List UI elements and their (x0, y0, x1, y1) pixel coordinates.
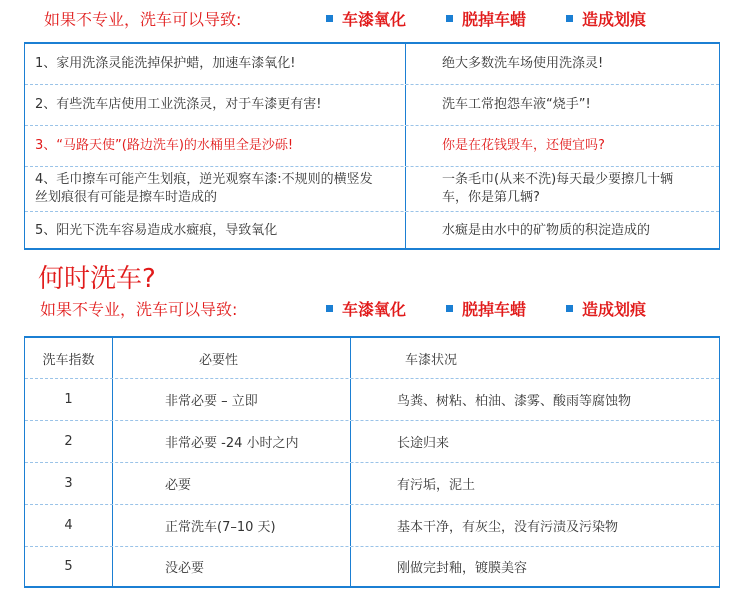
index-cell: 3 (64, 476, 73, 491)
square-bullet-icon (566, 15, 573, 22)
consequence-cell: 绝大多数洗车场使用洗涤灵! (405, 44, 719, 84)
bullet-wax-removal: 脱掉车蜡 (446, 296, 526, 320)
consequence-cell-highlighted: 你是在花钱毁车，还便宜吗? (405, 126, 719, 166)
condition-cell: 基本干净，有灰尘，没有污渍及污染物 (350, 505, 719, 546)
problems-table (24, 42, 720, 250)
bullet-oxidation: 车漆氧化 (326, 6, 406, 30)
problem-cell: 2、有些洗车店使用工业洗涤灵，对于车漆更有害! (35, 97, 322, 112)
condition-cell: 长途归来 (350, 421, 719, 462)
section2-header-lead: 如果不专业，洗车可以导致: (40, 299, 238, 319)
square-bullet-icon (446, 15, 453, 22)
table-row (25, 167, 719, 212)
table-row (25, 421, 719, 463)
consequence-cell: 一条毛巾(从来不洗)每天最少要擦几十辆车，你是第几辆? (405, 167, 719, 211)
wash-index-table (24, 336, 720, 588)
bullet-wax-removal: 脱掉车蜡 (446, 6, 526, 30)
index-cell: 5 (64, 559, 73, 574)
table-row (25, 379, 719, 421)
table-row (25, 212, 719, 250)
column-header: 必要性 (112, 338, 350, 378)
consequence-cell: 水癍是由水中的矿物质的积淀造成的 (405, 212, 719, 250)
condition-cell: 鸟粪、树粘、柏油、漆雾、酸雨等腐蚀物 (350, 379, 719, 420)
consequence-cell: 洗车工常抱怨车液“烧手”! (405, 85, 719, 125)
bullet-oxidation: 车漆氧化 (326, 296, 406, 320)
index-cell: 4 (64, 518, 73, 533)
table-row (25, 85, 719, 126)
table-row (25, 547, 719, 586)
square-bullet-icon (326, 15, 333, 22)
column-header: 车漆状况 (350, 338, 719, 378)
necessity-cell: 非常必要 – 立即 (112, 379, 350, 420)
necessity-cell: 正常洗车(7–10 天) (112, 505, 350, 546)
section2-header (0, 296, 750, 320)
top-header-lead: 如果不专业，洗车可以导致: (44, 9, 242, 29)
index-cell: 1 (64, 392, 73, 407)
square-bullet-icon (326, 305, 333, 312)
problem-cell: 4、毛巾擦车可能产生划痕，逆光观察车漆:不规则的横竖发丝划痕很有可能是擦车时造成的 (35, 172, 373, 205)
table-row (25, 505, 719, 547)
table-row (25, 463, 719, 505)
condition-cell: 有污垢，泥土 (350, 463, 719, 504)
section-title: 何时洗车? (38, 264, 156, 294)
bullet-scratches: 造成划痕 (566, 296, 646, 320)
table-row (25, 126, 719, 167)
column-header: 洗车指数 (42, 352, 95, 368)
table-row (25, 44, 719, 85)
problem-cell: 5、阳光下洗车容易造成水癍痕，导致氧化 (35, 223, 278, 238)
top-header (0, 6, 750, 30)
necessity-cell: 没必要 (112, 547, 350, 586)
condition-cell: 刚做完封釉，镀膜美容 (350, 547, 719, 586)
necessity-cell: 必要 (112, 463, 350, 504)
bullet-scratches: 造成划痕 (566, 6, 646, 30)
table-header-row (25, 338, 719, 379)
square-bullet-icon (566, 305, 573, 312)
square-bullet-icon (446, 305, 453, 312)
index-cell: 2 (64, 434, 73, 449)
problem-cell: 1、家用洗涤灵能洗掉保护蜡，加速车漆氧化! (35, 56, 296, 71)
problem-cell-highlighted: 3、“马路天使”(路边洗车)的水桶里全是沙砾! (35, 138, 294, 153)
necessity-cell: 非常必要 -24 小时之内 (112, 421, 350, 462)
